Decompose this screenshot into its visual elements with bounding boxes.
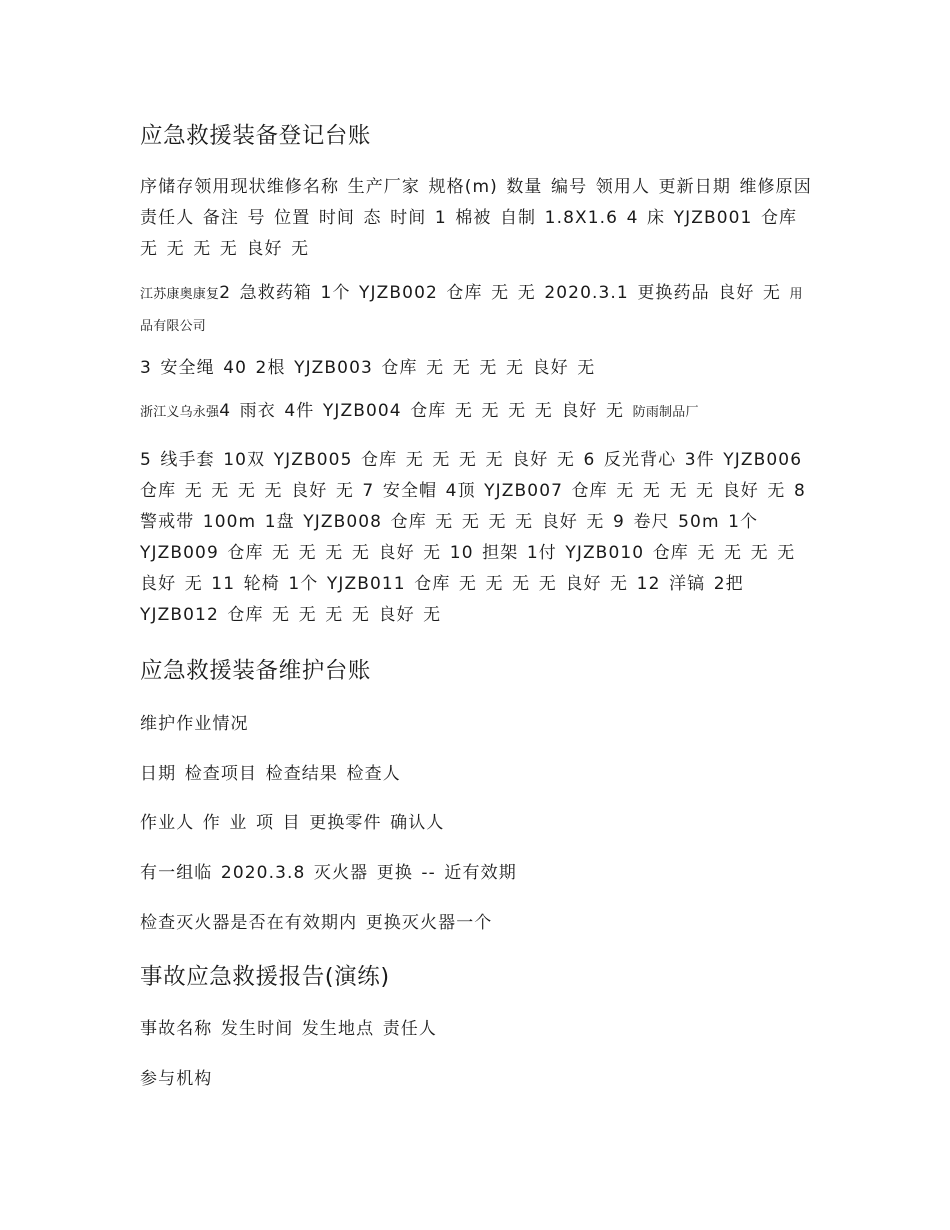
registration-paragraph-5: 5 线手套 10双 YJZB005 仓库 无 无 无 无 良好 无 6 反光背心 3件 YJZB006 仓库 无 无 无 无 良好 无 7 安全帽 4顶 YJZB007 仓库 无 无 无 无 良好 无 8 警戒带 100m 1盘 YJZB008 仓库 无 无 无 无 良好 无 9 卷尺 50m 1个 YJZB009 仓库 无 无 无 无 良好 无 10 担架 1付 YJZB010 仓库 无 无 无 无 良好 无 11 轮椅 1个 YJZB011 仓库 无 无 无 无 良好 无 12 洋镐 2把 YJZB012 仓库 无 无 无 无 良好 无 xyxy=(140,450,806,625)
maintenance-line: 维护作业情况 xyxy=(140,714,249,734)
manufacturer-name-part-1: 浙江义乌永强 xyxy=(140,405,220,420)
maintenance-line: 有一组临 2020.3.8 灭火器 更换 -- 近有效期 xyxy=(140,863,517,883)
registration-paragraph-3: 3 安全绳 40 2根 YJZB003 仓库 无 无 无 无 良好 无 xyxy=(140,358,596,378)
manufacturer-name-part-2: 用品有限公司 xyxy=(140,287,803,334)
registration-paragraph-2 xyxy=(140,278,815,342)
manufacturer-name-part-2: 防雨制品厂 xyxy=(632,405,699,420)
section-title-accident-report: 事故应急救援报告(演练) xyxy=(140,964,390,990)
registration-paragraph-4 xyxy=(140,396,815,428)
manufacturer-name-part-1: 江苏康奥康复 xyxy=(140,287,220,302)
report-line: 事故名称 发生时间 发生地点 责任人 xyxy=(140,1019,438,1039)
registration-item-2-text: 2 急救药箱 1个 YJZB002 仓库 无 无 2020.3.1 更换药品 良好 无 xyxy=(219,283,782,303)
report-line: 参与机构 xyxy=(140,1069,213,1089)
section-title-maintenance: 应急救援装备维护台账 xyxy=(140,658,372,684)
registration-paragraph-1: 序储存领用现状维修名称 生产厂家 规格(m) 数量 编号 领用人 更新日期 维修原因 责任人 备注 号 位置 时间 态 时间 1 棉被 自制 1.8X1.6 4 床 YJZB001 仓库 无 无 无 无 良好 无 xyxy=(140,177,812,259)
section-title-registration: 应急救援装备登记台账 xyxy=(140,123,372,149)
registration-item-4-text: 4 雨衣 4件 YJZB004 仓库 无 无 无 无 良好 无 xyxy=(219,401,625,421)
maintenance-line: 日期 检查项目 检查结果 检查人 xyxy=(140,764,401,784)
maintenance-line: 检查灭火器是否在有效期内 更换灭火器一个 xyxy=(140,913,493,933)
maintenance-line: 作业人 作 业 项 目 更换零件 确认人 xyxy=(140,813,445,833)
